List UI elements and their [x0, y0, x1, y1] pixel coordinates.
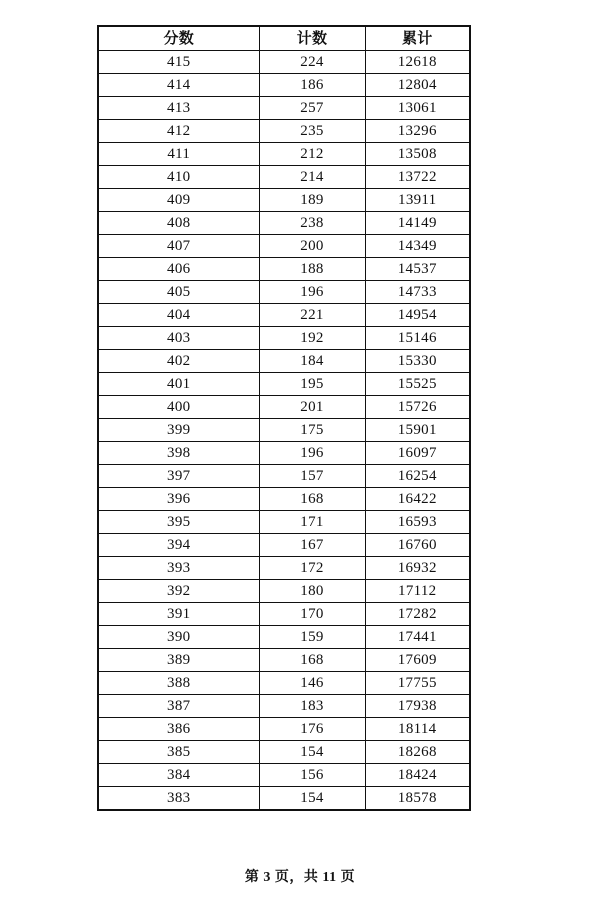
score-cell: 383 — [98, 787, 259, 811]
count-cell: 238 — [259, 212, 365, 235]
table-row — [98, 396, 470, 419]
count-cell: 196 — [259, 442, 365, 465]
table-row — [98, 442, 470, 465]
score-cell: 410 — [98, 166, 259, 189]
table-row — [98, 741, 470, 764]
score-cell: 404 — [98, 304, 259, 327]
table-row — [98, 626, 470, 649]
cumulative-cell: 12804 — [365, 74, 470, 97]
cumulative-cell: 18578 — [365, 787, 470, 811]
cumulative-cell: 17282 — [365, 603, 470, 626]
cumulative-cell: 12618 — [365, 51, 470, 74]
score-cell: 384 — [98, 764, 259, 787]
score-cell: 390 — [98, 626, 259, 649]
count-cell: 168 — [259, 488, 365, 511]
column-header-score: 分数 — [98, 26, 259, 51]
count-cell: 192 — [259, 327, 365, 350]
count-cell: 168 — [259, 649, 365, 672]
score-cell: 386 — [98, 718, 259, 741]
count-cell: 156 — [259, 764, 365, 787]
score-cell: 387 — [98, 695, 259, 718]
score-cell: 394 — [98, 534, 259, 557]
count-cell: 175 — [259, 419, 365, 442]
count-cell: 200 — [259, 235, 365, 258]
cumulative-cell: 17112 — [365, 580, 470, 603]
table-row — [98, 120, 470, 143]
table-row — [98, 74, 470, 97]
table-header-row — [98, 26, 470, 51]
score-cell: 407 — [98, 235, 259, 258]
count-cell: 170 — [259, 603, 365, 626]
table-row — [98, 580, 470, 603]
cumulative-cell: 16254 — [365, 465, 470, 488]
table-row — [98, 419, 470, 442]
table-row — [98, 51, 470, 74]
count-cell: 167 — [259, 534, 365, 557]
table-row — [98, 258, 470, 281]
table-row — [98, 672, 470, 695]
score-cell: 406 — [98, 258, 259, 281]
table-header — [98, 26, 470, 51]
score-cell: 389 — [98, 649, 259, 672]
count-cell: 235 — [259, 120, 365, 143]
table-row — [98, 166, 470, 189]
cumulative-cell: 15146 — [365, 327, 470, 350]
count-cell: 188 — [259, 258, 365, 281]
cumulative-cell: 16422 — [365, 488, 470, 511]
score-cell: 388 — [98, 672, 259, 695]
cumulative-cell: 13911 — [365, 189, 470, 212]
count-cell: 171 — [259, 511, 365, 534]
count-cell: 184 — [259, 350, 365, 373]
count-cell: 195 — [259, 373, 365, 396]
cumulative-cell: 16097 — [365, 442, 470, 465]
score-cell: 392 — [98, 580, 259, 603]
table-row — [98, 212, 470, 235]
score-cell: 411 — [98, 143, 259, 166]
cumulative-cell: 14537 — [365, 258, 470, 281]
cumulative-cell: 14149 — [365, 212, 470, 235]
count-cell: 154 — [259, 741, 365, 764]
table-row — [98, 97, 470, 120]
cumulative-cell: 15525 — [365, 373, 470, 396]
count-cell: 157 — [259, 465, 365, 488]
cumulative-cell: 18424 — [365, 764, 470, 787]
cumulative-cell: 18114 — [365, 718, 470, 741]
score-cell: 393 — [98, 557, 259, 580]
score-cell: 405 — [98, 281, 259, 304]
count-cell: 183 — [259, 695, 365, 718]
table-row — [98, 511, 470, 534]
count-cell: 172 — [259, 557, 365, 580]
table-row — [98, 465, 470, 488]
score-cell: 401 — [98, 373, 259, 396]
table-row — [98, 143, 470, 166]
cumulative-cell: 13722 — [365, 166, 470, 189]
cumulative-cell: 16760 — [365, 534, 470, 557]
cumulative-cell: 16593 — [365, 511, 470, 534]
count-cell: 180 — [259, 580, 365, 603]
cumulative-cell: 17609 — [365, 649, 470, 672]
cumulative-cell: 15901 — [365, 419, 470, 442]
table-row — [98, 281, 470, 304]
score-cell: 408 — [98, 212, 259, 235]
score-cell: 402 — [98, 350, 259, 373]
cumulative-cell: 15726 — [365, 396, 470, 419]
count-cell: 257 — [259, 97, 365, 120]
cumulative-cell: 14349 — [365, 235, 470, 258]
table-row — [98, 235, 470, 258]
table-row — [98, 718, 470, 741]
score-cell: 385 — [98, 741, 259, 764]
table-row — [98, 534, 470, 557]
count-cell: 201 — [259, 396, 365, 419]
count-cell: 189 — [259, 189, 365, 212]
score-cell: 398 — [98, 442, 259, 465]
page-number-footer: 第 3 页，共 11 页 — [244, 870, 356, 885]
column-header-cumulative: 累计 — [365, 26, 470, 51]
score-cell: 399 — [98, 419, 259, 442]
score-cell: 391 — [98, 603, 259, 626]
count-cell: 176 — [259, 718, 365, 741]
count-cell: 196 — [259, 281, 365, 304]
count-cell: 159 — [259, 626, 365, 649]
cumulative-cell: 13061 — [365, 97, 470, 120]
table-row — [98, 373, 470, 396]
score-cell: 400 — [98, 396, 259, 419]
score-table — [97, 25, 471, 811]
cumulative-cell: 17938 — [365, 695, 470, 718]
cumulative-cell: 14733 — [365, 281, 470, 304]
score-cell: 415 — [98, 51, 259, 74]
score-cell: 409 — [98, 189, 259, 212]
cumulative-cell: 13296 — [365, 120, 470, 143]
table-row — [98, 764, 470, 787]
table-row — [98, 189, 470, 212]
count-cell: 212 — [259, 143, 365, 166]
score-cell: 395 — [98, 511, 259, 534]
table-row — [98, 603, 470, 626]
column-header-count: 计数 — [259, 26, 365, 51]
table-row — [98, 327, 470, 350]
table-row — [98, 350, 470, 373]
table-row — [98, 695, 470, 718]
table-row — [98, 649, 470, 672]
count-cell: 221 — [259, 304, 365, 327]
table-row — [98, 488, 470, 511]
count-cell: 146 — [259, 672, 365, 695]
count-cell: 186 — [259, 74, 365, 97]
table-row — [98, 557, 470, 580]
cumulative-cell: 17755 — [365, 672, 470, 695]
table-row — [98, 787, 470, 811]
cumulative-cell: 15330 — [365, 350, 470, 373]
count-cell: 224 — [259, 51, 365, 74]
cumulative-cell: 17441 — [365, 626, 470, 649]
score-cell: 413 — [98, 97, 259, 120]
cumulative-cell: 13508 — [365, 143, 470, 166]
score-cell: 412 — [98, 120, 259, 143]
count-cell: 214 — [259, 166, 365, 189]
count-cell: 154 — [259, 787, 365, 811]
cumulative-cell: 14954 — [365, 304, 470, 327]
score-cell: 403 — [98, 327, 259, 350]
score-cell: 396 — [98, 488, 259, 511]
score-cell: 397 — [98, 465, 259, 488]
cumulative-cell: 16932 — [365, 557, 470, 580]
table-body — [98, 51, 470, 811]
table-row — [98, 304, 470, 327]
score-cell: 414 — [98, 74, 259, 97]
cumulative-cell: 18268 — [365, 741, 470, 764]
